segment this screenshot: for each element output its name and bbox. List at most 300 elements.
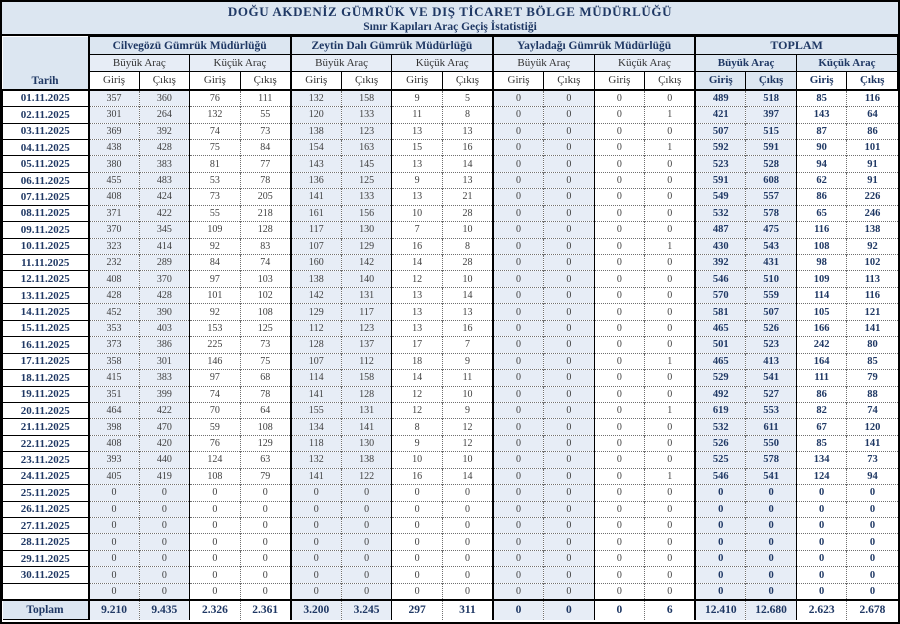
data-cell: 0 bbox=[695, 550, 746, 566]
date-cell: 21.11.2025 bbox=[3, 419, 89, 435]
data-cell: 141 bbox=[291, 386, 342, 402]
data-cell: 0 bbox=[594, 156, 645, 172]
data-cell: 0 bbox=[291, 534, 342, 550]
table-row bbox=[3, 304, 898, 320]
data-cell: 0 bbox=[594, 189, 645, 205]
data-cell: 141 bbox=[847, 435, 898, 451]
data-cell: 393 bbox=[89, 452, 140, 468]
data-cell: 0 bbox=[847, 567, 898, 583]
data-cell: 323 bbox=[89, 238, 140, 254]
data-cell: 0 bbox=[796, 583, 847, 599]
data-cell: 383 bbox=[139, 156, 190, 172]
data-cell: 0 bbox=[746, 567, 797, 583]
data-cell: 0 bbox=[392, 501, 443, 517]
data-cell: 14 bbox=[392, 255, 443, 271]
data-cell: 7 bbox=[442, 337, 493, 353]
data-cell: 158 bbox=[341, 370, 392, 386]
data-cell: 11 bbox=[392, 107, 443, 123]
data-cell: 0 bbox=[594, 304, 645, 320]
table-row bbox=[3, 123, 898, 139]
data-cell: 0 bbox=[493, 501, 544, 517]
data-cell: 405 bbox=[89, 468, 140, 484]
vehicle-type-header: Büyük Araç bbox=[695, 55, 796, 72]
data-cell: 94 bbox=[847, 468, 898, 484]
data-cell: 0 bbox=[544, 156, 595, 172]
data-cell: 122 bbox=[341, 468, 392, 484]
data-cell: 0 bbox=[645, 386, 696, 402]
data-cell: 0 bbox=[493, 518, 544, 534]
data-cell: 128 bbox=[291, 337, 342, 353]
data-cell: 130 bbox=[341, 222, 392, 238]
data-cell: 111 bbox=[240, 90, 291, 107]
data-cell: 16 bbox=[392, 468, 443, 484]
direction-header: Çıkış bbox=[544, 72, 595, 90]
data-cell: 431 bbox=[746, 255, 797, 271]
data-cell: 0 bbox=[847, 550, 898, 566]
data-cell: 0 bbox=[493, 419, 544, 435]
date-cell: 15.11.2025 bbox=[3, 320, 89, 336]
data-cell: 13 bbox=[442, 304, 493, 320]
data-cell: 0 bbox=[796, 567, 847, 583]
data-cell: 0 bbox=[493, 238, 544, 254]
total-cell: 2.678 bbox=[847, 600, 898, 620]
data-cell: 84 bbox=[240, 139, 291, 155]
date-cell: 23.11.2025 bbox=[3, 452, 89, 468]
data-cell: 140 bbox=[341, 271, 392, 287]
data-cell: 0 bbox=[594, 370, 645, 386]
data-cell: 0 bbox=[291, 518, 342, 534]
date-cell: 07.11.2025 bbox=[3, 189, 89, 205]
data-cell: 0 bbox=[493, 172, 544, 188]
data-cell: 13 bbox=[442, 123, 493, 139]
data-cell: 360 bbox=[139, 90, 190, 107]
data-cell: 0 bbox=[139, 583, 190, 599]
data-cell: 86 bbox=[847, 123, 898, 139]
data-cell: 0 bbox=[190, 550, 241, 566]
table-row bbox=[3, 452, 898, 468]
data-cell: 526 bbox=[746, 320, 797, 336]
data-cell: 369 bbox=[89, 123, 140, 139]
data-cell: 546 bbox=[695, 468, 746, 484]
data-cell: 0 bbox=[139, 550, 190, 566]
data-cell: 557 bbox=[746, 189, 797, 205]
data-cell: 0 bbox=[594, 90, 645, 107]
data-cell: 0 bbox=[645, 271, 696, 287]
data-cell: 370 bbox=[89, 222, 140, 238]
data-cell: 123 bbox=[341, 123, 392, 139]
data-cell: 141 bbox=[291, 189, 342, 205]
data-cell: 0 bbox=[442, 534, 493, 550]
data-cell: 13 bbox=[392, 287, 443, 303]
data-cell: 0 bbox=[594, 518, 645, 534]
data-cell: 53 bbox=[190, 172, 241, 188]
data-cell: 124 bbox=[190, 452, 241, 468]
data-cell: 0 bbox=[645, 337, 696, 353]
date-cell: 16.11.2025 bbox=[3, 337, 89, 353]
data-cell: 132 bbox=[291, 452, 342, 468]
data-cell: 0 bbox=[291, 550, 342, 566]
data-cell: 108 bbox=[240, 304, 291, 320]
data-cell: 532 bbox=[695, 419, 746, 435]
data-cell: 132 bbox=[291, 90, 342, 107]
data-cell: 0 bbox=[89, 550, 140, 566]
data-cell: 408 bbox=[89, 435, 140, 451]
data-cell: 0 bbox=[291, 567, 342, 583]
data-cell: 12 bbox=[392, 386, 443, 402]
data-cell: 1 bbox=[645, 139, 696, 155]
data-cell: 102 bbox=[240, 287, 291, 303]
data-cell: 0 bbox=[240, 501, 291, 517]
data-cell: 0 bbox=[594, 435, 645, 451]
data-cell: 591 bbox=[746, 139, 797, 155]
data-cell: 12 bbox=[442, 419, 493, 435]
data-cell: 0 bbox=[442, 567, 493, 583]
data-cell: 13 bbox=[392, 320, 443, 336]
data-cell: 55 bbox=[240, 107, 291, 123]
data-cell: 0 bbox=[341, 583, 392, 599]
data-cell: 13 bbox=[442, 172, 493, 188]
data-cell: 0 bbox=[645, 123, 696, 139]
table-row bbox=[3, 320, 898, 336]
direction-header: Çıkış bbox=[746, 72, 797, 90]
data-cell: 455 bbox=[89, 172, 140, 188]
data-cell: 166 bbox=[796, 320, 847, 336]
data-cell: 246 bbox=[847, 205, 898, 221]
data-cell: 0 bbox=[544, 419, 595, 435]
data-cell: 109 bbox=[796, 271, 847, 287]
data-cell: 0 bbox=[695, 583, 746, 599]
data-cell: 85 bbox=[847, 353, 898, 369]
data-cell: 136 bbox=[291, 172, 342, 188]
data-cell: 0 bbox=[493, 353, 544, 369]
data-cell: 0 bbox=[493, 287, 544, 303]
table-row bbox=[3, 107, 898, 123]
data-cell: 17 bbox=[392, 337, 443, 353]
data-cell: 21 bbox=[442, 189, 493, 205]
data-cell: 0 bbox=[240, 550, 291, 566]
data-cell: 154 bbox=[291, 139, 342, 155]
data-cell: 264 bbox=[139, 107, 190, 123]
data-cell: 0 bbox=[594, 452, 645, 468]
data-cell: 518 bbox=[746, 90, 797, 107]
data-cell: 578 bbox=[746, 452, 797, 468]
data-cell: 8 bbox=[442, 238, 493, 254]
data-cell: 0 bbox=[493, 255, 544, 271]
data-cell: 0 bbox=[796, 501, 847, 517]
data-cell: 1 bbox=[645, 238, 696, 254]
data-cell: 128 bbox=[341, 386, 392, 402]
data-cell: 351 bbox=[89, 386, 140, 402]
vehicle-type-header: Büyük Araç bbox=[291, 55, 392, 72]
data-cell: 413 bbox=[746, 353, 797, 369]
data-cell: 10 bbox=[442, 271, 493, 287]
direction-header: Çıkış bbox=[341, 72, 392, 90]
data-cell: 0 bbox=[796, 550, 847, 566]
data-cell: 0 bbox=[847, 534, 898, 550]
data-cell: 0 bbox=[392, 583, 443, 599]
total-cell: 6 bbox=[645, 600, 696, 620]
data-cell: 103 bbox=[240, 271, 291, 287]
data-cell: 0 bbox=[341, 501, 392, 517]
data-cell: 120 bbox=[291, 107, 342, 123]
data-cell: 0 bbox=[544, 172, 595, 188]
data-cell: 0 bbox=[645, 90, 696, 107]
data-cell: 0 bbox=[190, 567, 241, 583]
data-cell: 18 bbox=[392, 353, 443, 369]
data-cell: 0 bbox=[442, 501, 493, 517]
data-cell: 108 bbox=[190, 468, 241, 484]
data-cell: 0 bbox=[392, 534, 443, 550]
data-cell: 158 bbox=[341, 90, 392, 107]
data-cell: 138 bbox=[341, 452, 392, 468]
data-cell: 0 bbox=[493, 189, 544, 205]
data-cell: 0 bbox=[341, 534, 392, 550]
data-cell: 0 bbox=[89, 485, 140, 501]
data-cell: 83 bbox=[240, 238, 291, 254]
data-cell: 105 bbox=[796, 304, 847, 320]
data-cell: 403 bbox=[139, 320, 190, 336]
data-cell: 301 bbox=[139, 353, 190, 369]
data-cell: 0 bbox=[493, 271, 544, 287]
data-cell: 0 bbox=[645, 255, 696, 271]
total-cell: 3.200 bbox=[291, 600, 342, 620]
table-row bbox=[3, 386, 898, 402]
data-cell: 0 bbox=[392, 567, 443, 583]
table-row bbox=[3, 485, 898, 501]
data-cell: 0 bbox=[594, 534, 645, 550]
data-cell: 465 bbox=[695, 353, 746, 369]
table-row bbox=[3, 90, 898, 107]
data-cell: 0 bbox=[746, 501, 797, 517]
date-cell: 29.11.2025 bbox=[3, 550, 89, 566]
table-row bbox=[3, 353, 898, 369]
data-cell: 163 bbox=[341, 139, 392, 155]
data-cell: 0 bbox=[341, 518, 392, 534]
data-cell: 408 bbox=[89, 189, 140, 205]
data-cell: 0 bbox=[746, 518, 797, 534]
data-cell: 107 bbox=[291, 353, 342, 369]
data-cell: 523 bbox=[746, 337, 797, 353]
data-cell: 475 bbox=[746, 222, 797, 238]
data-cell: 0 bbox=[847, 501, 898, 517]
data-cell: 73 bbox=[190, 189, 241, 205]
data-cell: 164 bbox=[796, 353, 847, 369]
data-cell: 0 bbox=[594, 468, 645, 484]
data-cell: 507 bbox=[746, 304, 797, 320]
data-cell: 0 bbox=[695, 501, 746, 517]
data-cell: 0 bbox=[594, 255, 645, 271]
vehicle-type-header: Küçük Araç bbox=[392, 55, 493, 72]
data-cell: 0 bbox=[544, 337, 595, 353]
data-cell: 67 bbox=[796, 419, 847, 435]
data-cell: 131 bbox=[341, 402, 392, 418]
date-cell: 19.11.2025 bbox=[3, 386, 89, 402]
data-cell: 0 bbox=[190, 485, 241, 501]
total-cell: 3.245 bbox=[341, 600, 392, 620]
data-cell: 529 bbox=[695, 370, 746, 386]
data-cell: 0 bbox=[695, 534, 746, 550]
data-cell: 14 bbox=[442, 468, 493, 484]
data-cell: 0 bbox=[240, 485, 291, 501]
data-cell: 153 bbox=[190, 320, 241, 336]
data-cell: 120 bbox=[847, 419, 898, 435]
total-cell: 311 bbox=[442, 600, 493, 620]
data-cell: 156 bbox=[341, 205, 392, 221]
data-cell: 1 bbox=[645, 107, 696, 123]
data-cell: 15 bbox=[392, 139, 443, 155]
total-cell: 0 bbox=[544, 600, 595, 620]
data-cell: 0 bbox=[544, 550, 595, 566]
data-cell: 116 bbox=[847, 287, 898, 303]
data-cell: 0 bbox=[493, 435, 544, 451]
data-cell: 114 bbox=[796, 287, 847, 303]
data-cell: 108 bbox=[796, 238, 847, 254]
data-cell: 86 bbox=[796, 189, 847, 205]
date-cell: 18.11.2025 bbox=[3, 370, 89, 386]
data-cell: 0 bbox=[89, 534, 140, 550]
data-cell: 1 bbox=[645, 468, 696, 484]
data-cell: 0 bbox=[139, 567, 190, 583]
data-cell: 373 bbox=[89, 337, 140, 353]
data-cell: 0 bbox=[645, 518, 696, 534]
data-cell: 13 bbox=[392, 156, 443, 172]
data-cell: 438 bbox=[89, 139, 140, 155]
data-cell: 74 bbox=[190, 386, 241, 402]
data-cell: 10 bbox=[442, 222, 493, 238]
data-cell: 541 bbox=[746, 370, 797, 386]
data-cell: 0 bbox=[645, 320, 696, 336]
data-cell: 0 bbox=[139, 534, 190, 550]
data-cell: 465 bbox=[695, 320, 746, 336]
data-cell: 116 bbox=[847, 90, 898, 107]
data-cell: 570 bbox=[695, 287, 746, 303]
data-cell: 141 bbox=[847, 320, 898, 336]
data-cell: 108 bbox=[240, 419, 291, 435]
data-cell: 92 bbox=[847, 238, 898, 254]
date-cell: 22.11.2025 bbox=[3, 435, 89, 451]
data-cell: 0 bbox=[442, 485, 493, 501]
data-cell: 16 bbox=[442, 139, 493, 155]
data-cell: 138 bbox=[291, 123, 342, 139]
data-cell: 91 bbox=[847, 172, 898, 188]
data-cell: 464 bbox=[89, 402, 140, 418]
vehicle-type-header: Küçük Araç bbox=[190, 55, 291, 72]
data-cell: 62 bbox=[796, 172, 847, 188]
group-header: TOPLAM bbox=[695, 37, 897, 55]
data-cell: 0 bbox=[594, 402, 645, 418]
data-cell: 102 bbox=[847, 255, 898, 271]
data-cell: 608 bbox=[746, 172, 797, 188]
data-cell: 82 bbox=[796, 402, 847, 418]
table-row bbox=[3, 518, 898, 534]
date-cell: 09.11.2025 bbox=[3, 222, 89, 238]
direction-header: Çıkış bbox=[139, 72, 190, 90]
data-cell: 124 bbox=[796, 468, 847, 484]
data-cell: 131 bbox=[341, 287, 392, 303]
data-cell: 143 bbox=[291, 156, 342, 172]
data-cell: 0 bbox=[594, 107, 645, 123]
data-cell: 0 bbox=[442, 550, 493, 566]
data-cell: 510 bbox=[746, 271, 797, 287]
data-cell: 117 bbox=[291, 222, 342, 238]
data-cell: 129 bbox=[291, 304, 342, 320]
data-cell: 85 bbox=[796, 435, 847, 451]
data-cell: 0 bbox=[544, 304, 595, 320]
report-subtitle: Sınır Kapıları Araç Geçiş İstatistiği bbox=[363, 21, 537, 33]
data-cell: 0 bbox=[493, 139, 544, 155]
data-cell: 0 bbox=[544, 468, 595, 484]
direction-header: Giriş bbox=[796, 72, 847, 90]
data-cell: 0 bbox=[493, 583, 544, 599]
table-row bbox=[3, 238, 898, 254]
data-cell: 10 bbox=[442, 386, 493, 402]
data-cell: 74 bbox=[847, 402, 898, 418]
data-cell: 92 bbox=[190, 238, 241, 254]
data-cell: 483 bbox=[139, 172, 190, 188]
data-cell: 75 bbox=[190, 139, 241, 155]
data-cell: 10 bbox=[442, 452, 493, 468]
data-cell: 0 bbox=[594, 287, 645, 303]
data-cell: 161 bbox=[291, 205, 342, 221]
data-cell: 0 bbox=[594, 139, 645, 155]
data-cell: 142 bbox=[291, 287, 342, 303]
data-cell: 74 bbox=[190, 123, 241, 139]
data-cell: 70 bbox=[190, 402, 241, 418]
data-cell: 16 bbox=[442, 320, 493, 336]
data-cell: 0 bbox=[493, 386, 544, 402]
data-cell: 0 bbox=[544, 501, 595, 517]
date-cell: 05.11.2025 bbox=[3, 156, 89, 172]
data-cell: 64 bbox=[240, 402, 291, 418]
vehicle-type-header: Büyük Araç bbox=[89, 55, 190, 72]
data-cell: 422 bbox=[139, 205, 190, 221]
data-cell: 0 bbox=[392, 518, 443, 534]
data-cell: 0 bbox=[139, 485, 190, 501]
data-cell: 553 bbox=[746, 402, 797, 418]
data-cell: 0 bbox=[746, 485, 797, 501]
header-row-vehicle-types bbox=[3, 55, 898, 72]
group-header: Yayladağı Gümrük Müdürlüğü bbox=[493, 37, 695, 55]
data-cell: 63 bbox=[240, 452, 291, 468]
data-cell: 90 bbox=[796, 139, 847, 155]
data-cell: 0 bbox=[240, 534, 291, 550]
data-cell: 0 bbox=[139, 501, 190, 517]
date-cell: 27.11.2025 bbox=[3, 518, 89, 534]
data-cell: 64 bbox=[847, 107, 898, 123]
table-row bbox=[3, 337, 898, 353]
data-cell: 101 bbox=[847, 139, 898, 155]
data-cell: 0 bbox=[544, 353, 595, 369]
date-cell: 11.11.2025 bbox=[3, 255, 89, 271]
direction-header: Giriş bbox=[493, 72, 544, 90]
data-cell: 0 bbox=[695, 518, 746, 534]
data-cell: 0 bbox=[544, 320, 595, 336]
data-cell: 0 bbox=[544, 222, 595, 238]
data-cell: 10 bbox=[392, 452, 443, 468]
data-cell: 128 bbox=[240, 222, 291, 238]
data-cell: 0 bbox=[645, 435, 696, 451]
data-cell: 0 bbox=[594, 386, 645, 402]
data-cell: 98 bbox=[796, 255, 847, 271]
data-cell: 420 bbox=[139, 435, 190, 451]
data-cell: 0 bbox=[493, 337, 544, 353]
data-cell: 0 bbox=[493, 205, 544, 221]
table-row bbox=[3, 271, 898, 287]
data-cell: 507 bbox=[695, 123, 746, 139]
data-cell: 141 bbox=[341, 419, 392, 435]
data-cell: 0 bbox=[847, 583, 898, 599]
data-cell: 591 bbox=[695, 172, 746, 188]
